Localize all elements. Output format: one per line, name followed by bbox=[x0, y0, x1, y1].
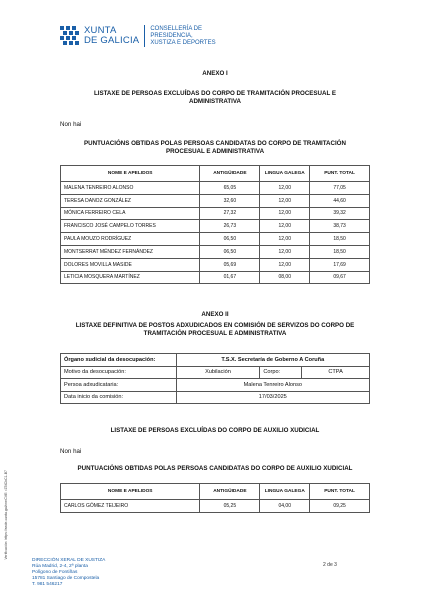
verification-code-line1: CVE: rZ5ICbC1-B7 bbox=[4, 470, 8, 500]
cell-total: 44,60 bbox=[310, 194, 370, 207]
table-row bbox=[61, 366, 370, 379]
table-row bbox=[61, 379, 370, 392]
cell-total: 18,50 bbox=[310, 233, 370, 246]
xunta-emblem-icon bbox=[60, 26, 80, 46]
column-header-seniority: ANTIGÜIDADE bbox=[200, 166, 260, 182]
annex2-assignment-table bbox=[60, 353, 370, 404]
annex2-subtitle-line2: TRAMITACIÓN PROCESUAL E ADMINISTRATIVA bbox=[143, 330, 287, 337]
logo-line2: DE GALICIA bbox=[84, 35, 140, 46]
footer-line4: 15781 Santiago de Compostela bbox=[32, 576, 100, 581]
cell-total: 17,69 bbox=[310, 258, 370, 271]
annex1-none-text: Non hai bbox=[60, 121, 82, 128]
table-row bbox=[61, 245, 370, 258]
annex1-title: ANEXO I bbox=[202, 70, 228, 77]
cell-seniority: 05,25 bbox=[200, 500, 260, 513]
cell-galician: 12,00 bbox=[260, 182, 310, 195]
conselleria-name bbox=[150, 26, 215, 47]
cell-seniority: 32,60 bbox=[200, 194, 260, 207]
person-label: Persoa adxudicataria: bbox=[61, 379, 177, 392]
footer-line3: Polígono de Fontiñas bbox=[32, 570, 78, 575]
column-header-name: NOME E APELIDOS bbox=[61, 484, 200, 500]
cell-seniority: 06,50 bbox=[200, 245, 260, 258]
table-row bbox=[61, 207, 370, 220]
cell-total: 39,32 bbox=[310, 207, 370, 220]
cell-name: MONTSERRAT MÉNDEZ FERNÁNDEZ bbox=[61, 245, 200, 258]
footer-line2: Rúa Madrid, 2-4, 2ª planta bbox=[32, 564, 88, 569]
table-row bbox=[61, 258, 370, 271]
xunta-logo bbox=[60, 24, 216, 48]
conselleria-line1: CONSELLERÍA DE bbox=[150, 25, 203, 32]
cell-seniority: 06,50 bbox=[200, 233, 260, 246]
cell-name: LETICIA MOSQUERA MARTÍNEZ bbox=[61, 271, 200, 284]
start-date-value: 17/03/2025 bbox=[176, 391, 369, 404]
cell-galician: 12,00 bbox=[260, 207, 310, 220]
annex1-scores-title-line2: PROCESUAL E ADMINISTRATIVA bbox=[165, 148, 265, 155]
table-row bbox=[61, 220, 370, 233]
cell-total: 38,73 bbox=[310, 220, 370, 233]
annex2-title: ANEXO II bbox=[201, 311, 229, 318]
organ-value: T.S.X. Secretaría de Goberno A Coruña bbox=[176, 354, 369, 367]
table-row bbox=[61, 233, 370, 246]
table-row bbox=[61, 391, 370, 404]
table-row bbox=[61, 182, 370, 195]
reason-value: Xubilación bbox=[176, 366, 260, 379]
reason-label: Motivo da desocupación: bbox=[61, 366, 177, 379]
xunta-wordmark bbox=[84, 26, 139, 46]
annex1-subtitle-line2: ADMINISTRATIVA bbox=[188, 98, 241, 105]
cell-seniority: 01,67 bbox=[200, 271, 260, 284]
annex3-scores-title: PUNTUACIÓNS OBTIDAS POLAS PERSOAS CANDIDATAS DO CORPO DE AUXILIO XUDICIAL bbox=[77, 465, 353, 472]
logo-line1: XUNTA bbox=[84, 25, 117, 36]
annex1-scores-title bbox=[60, 140, 370, 156]
cell-name: DOLORES MOVILLA MASIDE bbox=[61, 258, 200, 271]
cell-name: MALENA TENREIRO ALONSO bbox=[61, 182, 200, 195]
logo-divider bbox=[144, 25, 145, 47]
organ-label: Órgano xudicial da desocupación: bbox=[61, 354, 177, 367]
table-header-row bbox=[61, 166, 370, 182]
cell-seniority: 27,32 bbox=[200, 207, 260, 220]
column-header-total: PUNT. TOTAL bbox=[310, 166, 370, 182]
cell-galician: 12,00 bbox=[260, 258, 310, 271]
table-header-row bbox=[61, 484, 370, 500]
cell-total: 18,50 bbox=[310, 245, 370, 258]
annex1-subtitle bbox=[60, 90, 370, 106]
page-number: 2 de 3 bbox=[323, 562, 337, 568]
cell-name: CARLOS GÓMEZ TEIJEIRO bbox=[61, 500, 200, 513]
annex3-scores-table bbox=[60, 483, 370, 513]
cell-seniority: 26,73 bbox=[200, 220, 260, 233]
corps-value: CTPA bbox=[302, 366, 370, 379]
footer-line5: T. 981 546217 bbox=[32, 582, 63, 587]
person-value: Malena Tenreiro Alonso bbox=[176, 379, 369, 392]
cell-galician: 12,00 bbox=[260, 194, 310, 207]
cell-galician: 04,00 bbox=[260, 500, 310, 513]
column-header-galician: LINGUA GALEGA bbox=[260, 166, 310, 182]
column-header-total: PUNT. TOTAL bbox=[310, 484, 370, 500]
cell-total: 09,25 bbox=[310, 500, 370, 513]
footer-line1: DIRECCIÓN XERAL DE XUSTIZA bbox=[32, 558, 106, 563]
cell-total: 09,67 bbox=[310, 271, 370, 284]
verification-code bbox=[4, 470, 12, 580]
conselleria-line2: PRESIDENCIA, bbox=[150, 32, 193, 39]
table-row bbox=[61, 500, 370, 513]
cell-seniority: 05,69 bbox=[200, 258, 260, 271]
annex1-scores-table bbox=[60, 165, 370, 284]
cell-name: FRANCISCO JOSÉ CAMPELO TORRES bbox=[61, 220, 200, 233]
column-header-seniority: ANTIGÜIDADE bbox=[200, 484, 260, 500]
cell-total: 77,05 bbox=[310, 182, 370, 195]
column-header-galician: LINGUA GALEGA bbox=[260, 484, 310, 500]
cell-name: TERESA DANOZ GONZÁLEZ bbox=[61, 194, 200, 207]
annex2-subtitle-line1: LISTAXE DEFINITIVA DE POSTOS ADXUDICADOS EN COMISIÓN DE SERVIZOS DO CORPO DE bbox=[75, 322, 355, 329]
footer-address bbox=[32, 558, 105, 588]
table-row bbox=[61, 271, 370, 284]
table-row bbox=[61, 194, 370, 207]
corps-label: Corpo: bbox=[260, 366, 302, 379]
annex3-none-text: Non hai bbox=[60, 448, 82, 455]
cell-galician: 12,00 bbox=[260, 220, 310, 233]
cell-galician: 08,00 bbox=[260, 271, 310, 284]
conselleria-line3: XUSTIZA E DEPORTES bbox=[150, 39, 216, 46]
cell-galician: 12,00 bbox=[260, 233, 310, 246]
cell-seniority: 65,05 bbox=[200, 182, 260, 195]
verification-code-line2: Verificación: https://sede.xunta.gal/cve bbox=[4, 499, 8, 560]
start-date-label: Data inicio da comisión: bbox=[61, 391, 177, 404]
annex2-subtitle bbox=[60, 322, 370, 338]
annex1-subtitle-line1: LISTAXE DE PERSOAS EXCLUÍDAS DO CORPO DE TRAMITACIÓN PROCESUAL E bbox=[93, 90, 337, 97]
cell-name: PAULA MOUZO RODRÍGUEZ bbox=[61, 233, 200, 246]
annex3-title: LISTAXE DE PERSOAS EXCLUÍDAS DO CORPO DE AUXILIO XUDICIAL bbox=[110, 427, 320, 434]
column-header-name: NOME E APELIDOS bbox=[61, 166, 200, 182]
table-row bbox=[61, 354, 370, 367]
cell-name: MÓNICA FERREIRO CELA bbox=[61, 207, 200, 220]
cell-galician: 12,00 bbox=[260, 245, 310, 258]
annex1-scores-title-line1: PUNTUACIÓNS OBTIDAS POLAS PERSOAS CANDIDATAS DO CORPO DE TRAMITACIÓN bbox=[84, 140, 346, 147]
